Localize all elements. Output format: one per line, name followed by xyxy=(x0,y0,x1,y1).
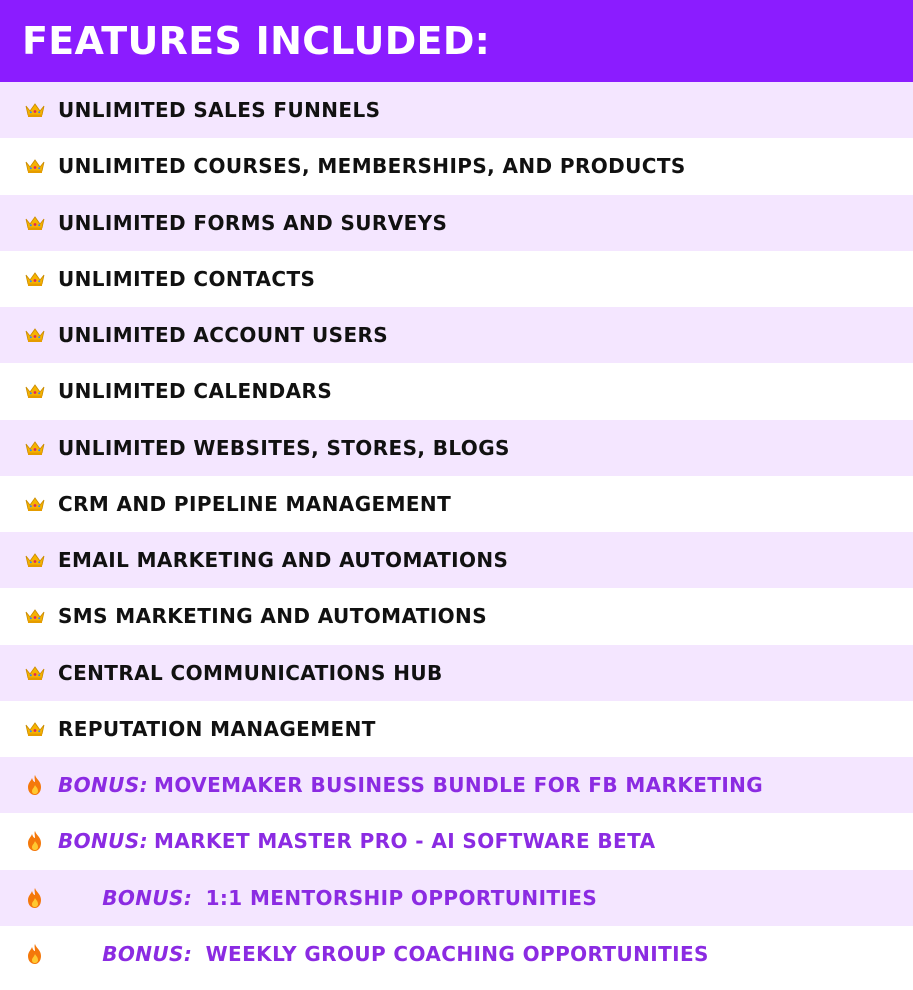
fire-icon xyxy=(24,830,46,852)
feature-row xyxy=(0,645,913,701)
crown-icon xyxy=(24,268,46,290)
feature-label: UNLIMITED FORMS AND SURVEYS xyxy=(58,210,448,235)
crown-icon xyxy=(24,324,46,346)
feature-label: UNLIMITED WEBSITES, STORES, BLOGS xyxy=(58,435,510,460)
feature-label: SMS MARKETING AND AUTOMATIONS xyxy=(58,604,488,629)
crown-icon xyxy=(24,437,46,459)
feature-row xyxy=(0,307,913,363)
feature-label: UNLIMITED CALENDARS xyxy=(58,379,333,404)
bonus-row xyxy=(0,926,913,982)
crown-icon xyxy=(24,662,46,684)
bonus-label: 1:1 MENTORSHIP OPPORTUNITIES xyxy=(198,885,598,910)
feature-row xyxy=(0,476,913,532)
crown-icon xyxy=(24,380,46,402)
feature-row xyxy=(0,82,913,138)
bonus-tag: BONUS: xyxy=(102,941,193,966)
feature-row xyxy=(0,195,913,251)
feature-label: UNLIMITED ACCOUNT USERS xyxy=(58,323,389,348)
crown-icon xyxy=(24,212,46,234)
bonus-label: MOVEMAKER BUSINESS BUNDLE FOR FB MARKETING xyxy=(154,773,764,798)
crown-icon xyxy=(24,99,46,121)
bonus-tag: BONUS: xyxy=(58,773,149,798)
crown-icon xyxy=(24,155,46,177)
feature-row xyxy=(0,588,913,644)
feature-row xyxy=(0,532,913,588)
crown-icon xyxy=(24,493,46,515)
feature-row xyxy=(0,363,913,419)
features-list xyxy=(0,82,913,982)
fire-icon xyxy=(24,943,46,965)
crown-icon xyxy=(24,605,46,627)
features-header xyxy=(0,0,913,82)
fire-icon xyxy=(24,887,46,909)
feature-row xyxy=(0,420,913,476)
bonus-label: MARKET MASTER PRO - AI SOFTWARE BETA xyxy=(154,829,656,854)
features-title: FEATURES INCLUDED: xyxy=(22,19,491,63)
feature-label: UNLIMITED SALES FUNNELS xyxy=(58,98,381,123)
feature-label: CENTRAL COMMUNICATIONS HUB xyxy=(58,660,443,685)
bonus-tag: BONUS: xyxy=(102,885,193,910)
fire-icon xyxy=(24,774,46,796)
feature-label: UNLIMITED CONTACTS xyxy=(58,266,316,291)
bonus-row xyxy=(0,757,913,813)
feature-label: EMAIL MARKETING AND AUTOMATIONS xyxy=(58,548,509,573)
feature-row xyxy=(0,701,913,757)
feature-row xyxy=(0,251,913,307)
crown-icon xyxy=(24,718,46,740)
feature-label: UNLIMITED COURSES, MEMBERSHIPS, AND PRODUCTS xyxy=(58,154,686,179)
bonus-tag: BONUS: xyxy=(58,829,149,854)
feature-row xyxy=(0,138,913,194)
feature-label: REPUTATION MANAGEMENT xyxy=(58,716,376,741)
feature-label: CRM AND PIPELINE MANAGEMENT xyxy=(58,491,452,516)
bonus-label: WEEKLY GROUP COACHING OPPORTUNITIES xyxy=(198,941,709,966)
crown-icon xyxy=(24,549,46,571)
